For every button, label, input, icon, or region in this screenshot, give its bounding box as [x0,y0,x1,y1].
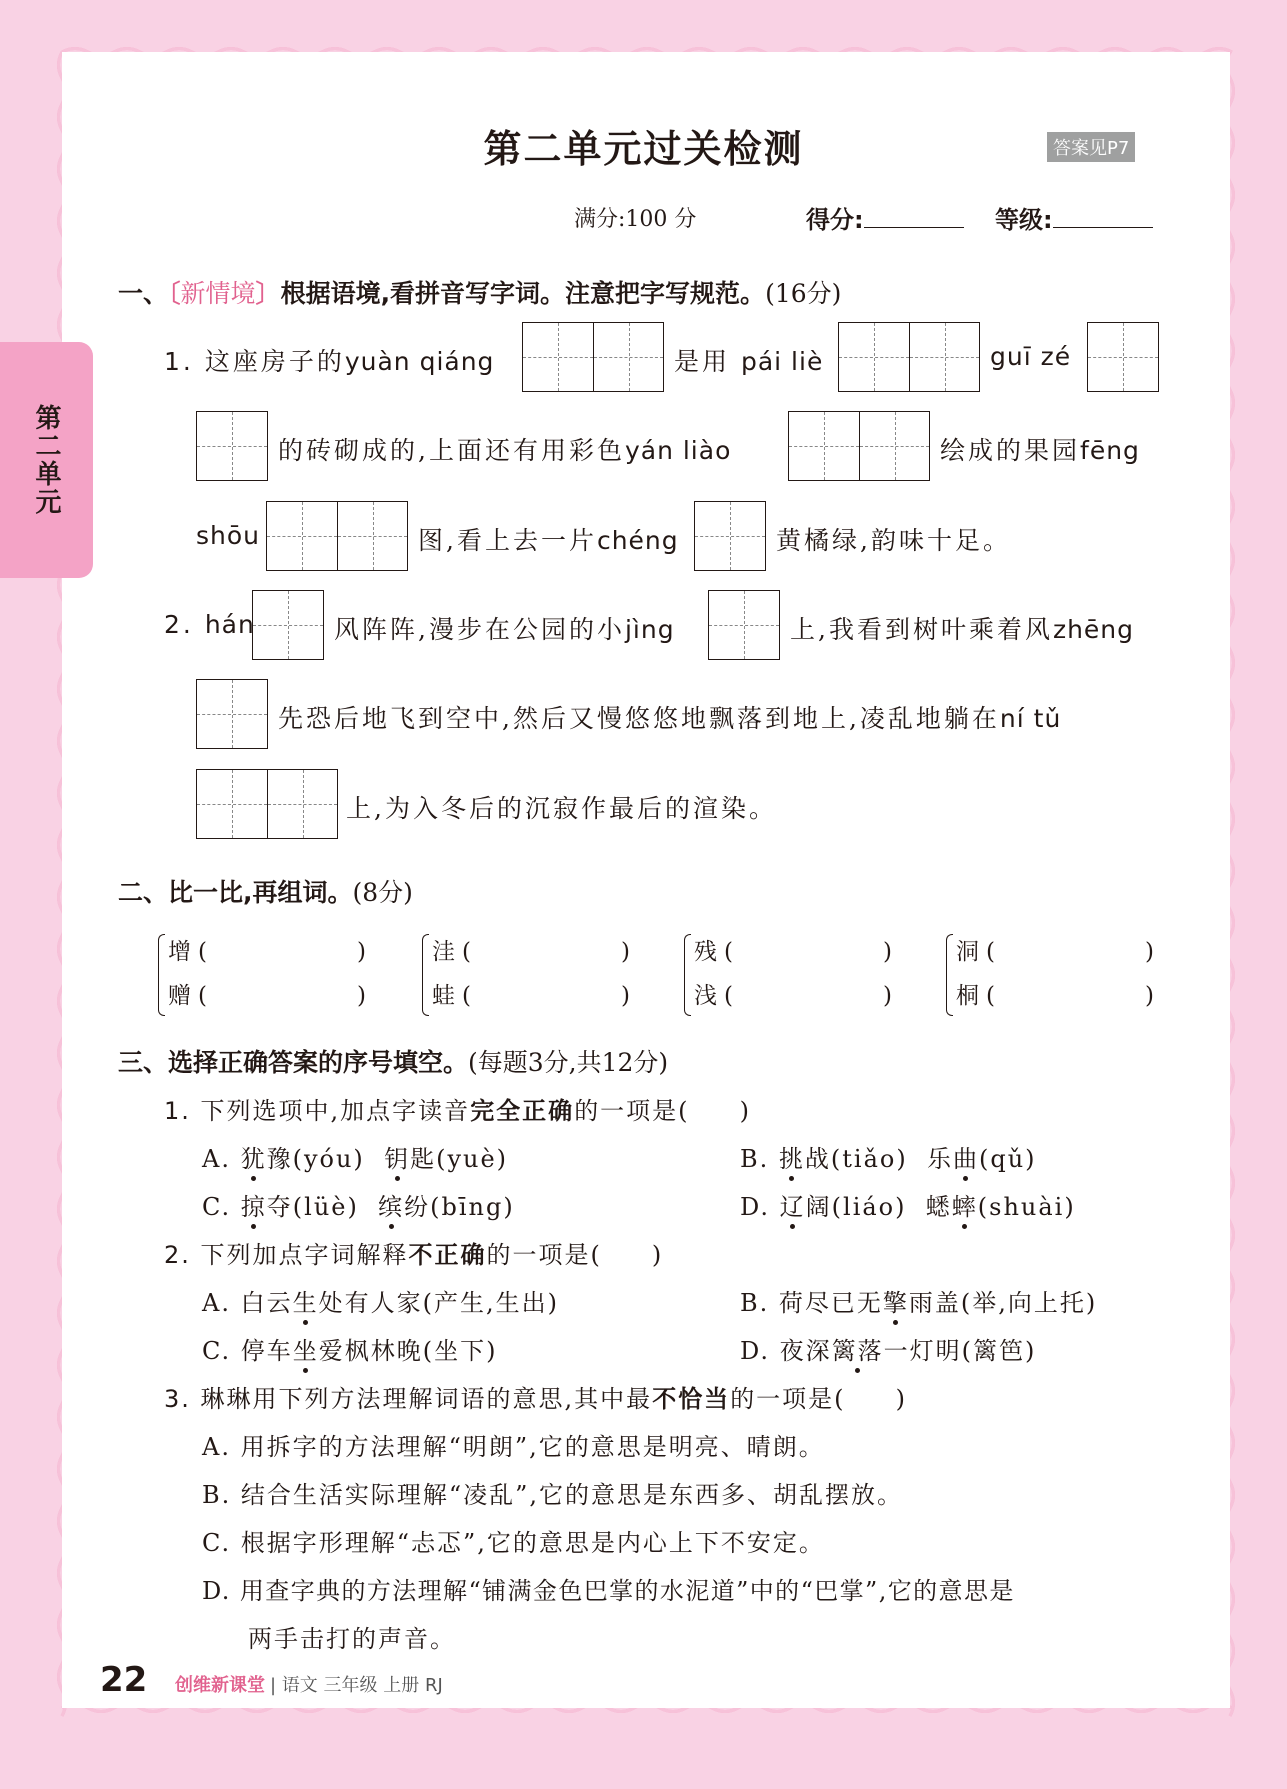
word-pair-1: 增 ( ) 赠 ( ) [168,930,366,1018]
q1-row3-text-a [196,521,260,550]
tag-bracket-right: 〕 [255,279,281,308]
pair-blank[interactable] [995,974,1145,1018]
pair-char: 洼 [432,939,455,965]
pair-blank[interactable] [733,974,883,1018]
pinyin-nitu: ní tǔ [999,704,1062,733]
pair-blank[interactable] [207,974,357,1018]
q1-text-5: 图,看上去一片 [418,526,597,555]
dotted-chars: 篱落 [832,1331,884,1366]
answer-box-guize[interactable] [1087,322,1159,392]
new-context-tag: 新情境 [180,279,256,308]
s3-q2-option-a[interactable]: A. 白云生处有人家(产生,生出) [202,1283,559,1318]
s3-q2-keyword: 不正确 [408,1241,487,1269]
answer-reference-badge: 答案见P7 [1047,132,1135,162]
brace [946,934,953,1016]
s3-q2-option-d[interactable]: D. 夜深篱落一灯明(篱笆) [740,1331,1036,1366]
s3-q2-option-c[interactable]: C. 停车坐爱枫林晚(坐下) [202,1331,498,1366]
pinyin-guize: guī zé [990,342,1072,371]
score-label: 得分: [806,206,864,234]
pair-blank[interactable] [207,930,357,974]
q2-number: 2. [164,610,194,639]
s3-q1-option-c[interactable]: C. 掠夺(lüè) 缤纷(bīng) [202,1187,515,1222]
brace [158,934,165,1016]
q2-text-1: 风阵阵,漫步在公园的小 [334,615,625,644]
s3-q1-option-d[interactable]: D. 辽阔(liáo) 蟋蟀(shuài) [740,1187,1076,1222]
s3-q3-keyword: 不恰当 [652,1385,731,1413]
answer-box-han[interactable] [252,590,324,660]
dotted-char: 钥 [384,1139,410,1174]
q1-text-2: 是用 [674,347,731,376]
s3-q3-stem: 3. 琳琳用下列方法理解词语的意思,其中最不恰当的一项是( ) [164,1385,907,1413]
s3-q1-option-b[interactable]: B. 挑战(tiǎo) 乐曲(qǔ) [740,1139,1037,1174]
pinyin-han: hán [204,610,255,639]
section1-title: 根据语境,看拼音写字词。注意把字写规范。 [280,279,766,308]
section3-points: (每题3分,共12分) [468,1048,669,1077]
pinyin-jing: jìng [624,615,675,644]
answer-box-pailie[interactable] [838,322,980,392]
pair-char: 赠 [168,983,191,1009]
dotted-char: 挑 [779,1139,805,1174]
series-brand: 创维新课堂 [175,1675,265,1696]
q1-text-1: 这座房子的 [204,347,345,376]
s3-q3-option-c[interactable]: C. 根据字形理解“忐忑”,它的意思是内心上下不安定。 [202,1529,825,1557]
dotted-char: 犹 [241,1139,267,1174]
pair-blank[interactable] [995,930,1145,974]
unit-side-tab-label: 第二单元 [31,404,61,516]
pair-char: 浅 [694,983,717,1009]
s3-q3-option-b[interactable]: B. 结合生活实际理解“凌乱”,它的意思是东西多、胡乱摆放。 [202,1481,904,1509]
score-field[interactable] [806,200,964,235]
q1-row1-text-a [164,342,494,378]
word-pair-4: 洞 ( ) 桐 ( ) [956,930,1154,1018]
q1-row1-text-c [990,342,1071,371]
answer-box-nitu[interactable] [196,769,338,839]
answer-box-jing[interactable] [708,590,780,660]
pinyin-cheng: chéng [596,526,679,555]
q1-row2-text-b [940,431,1140,467]
unit-side-tab [0,342,93,578]
q2-text-2: 上,我看到树叶乘着风 [790,615,1053,644]
s3-q1-stem: 1. 下列选项中,加点字读音完全正确的一项是( ) [164,1097,751,1125]
pinyin-yuanqiang: yuàn qiáng [344,347,495,376]
s3-q1-option-a[interactable]: A. 犹豫(yóu) 钥匙(yuè) [202,1139,508,1174]
word-pair-2: 洼 ( ) 蛙 ( ) [432,930,630,1018]
dotted-char: 缤 [378,1187,404,1222]
answer-box-cheng[interactable] [694,501,766,571]
q2-row1-text-b [334,610,675,646]
pair-blank[interactable] [733,930,883,974]
pinyin-pailie: pái liè [740,347,824,376]
s3-q3-option-d[interactable]: D. 用查字典的方法理解“铺满金色巴掌的水泥道”中的“巴掌”,它的意思是 [202,1577,1015,1605]
section1-points: (16分) [765,279,842,308]
section1-number: 一、 [118,279,169,308]
answer-box-fengshou[interactable] [266,501,408,571]
q2-row3-text: 上,为入冬后的沉寂作最后的渲染。 [346,794,777,823]
grade-field[interactable] [995,200,1153,235]
q1-text-4: 绘成的果园 [940,436,1081,465]
s3-q3-option-d-cont: 两手击打的声音。 [248,1625,456,1653]
grade-blank[interactable] [1053,207,1153,228]
s3-q2-stem: 2. 下列加点字词解释不正确的一项是( ) [164,1241,664,1269]
section2-title: 二、比一比,再组词。 [118,878,353,907]
s3-q3-number: 3. [164,1385,191,1413]
dotted-char: 辽 [780,1187,806,1222]
q2-row2-text [278,699,1061,735]
word-pair-3: 残 ( ) 浅 ( ) [694,930,892,1018]
pair-char: 蛙 [432,983,455,1009]
answer-box-yanliao[interactable] [788,411,930,481]
page-title: 第二单元过关检测 [483,127,804,171]
pair-char: 增 [168,939,191,965]
full-score: 满分:100 分 [574,207,697,232]
pinyin-yanliao: yán liào [624,436,732,465]
tag-bracket-left: 〔 [168,279,181,308]
grade-label: 等级: [995,206,1053,234]
answer-box-zheng[interactable] [196,679,268,749]
q1-row2-text [278,431,731,467]
q1-row3-text-b [418,521,679,557]
section2-points: (8分) [352,878,413,907]
answer-box-yuanqiang[interactable] [522,322,664,392]
dotted-char: 坐 [293,1331,319,1366]
answer-box-guize-2[interactable] [196,411,268,481]
q1-text-3: 的砖砌成的,上面还有用彩色 [278,436,625,465]
pair-char: 洞 [956,939,979,965]
dotted-char: 曲 [953,1139,979,1174]
q2-text-3: 先恐后地飞到空中,然后又慢悠悠地飘落到地上,凌乱地躺在 [278,704,1000,733]
brace [422,934,429,1016]
pair-char: 残 [694,939,717,965]
q1-number: 1. [164,347,194,376]
pair-blank[interactable] [471,930,621,974]
s3-q2-option-b[interactable]: B. 荷尽已无擎雨盖(举,向上托) [740,1283,1097,1318]
dotted-char: 生 [293,1283,319,1318]
s3-q2-number: 2. [164,1241,191,1269]
pinyin-shou: shōu [196,521,261,550]
q1-row3-text-c: 黄橘绿,韵味十足。 [776,526,1011,555]
score-blank[interactable] [864,207,964,228]
pair-blank[interactable] [471,974,621,1018]
section3-title: 三、选择正确答案的序号填空。 [118,1048,469,1077]
pinyin-feng: fēng [1080,436,1140,465]
q1-row1-text-b [674,342,823,378]
page-number: 22 [100,1660,148,1700]
brace [684,934,691,1016]
section2-heading [118,873,413,909]
pinyin-zheng: zhēng [1052,615,1135,644]
section3-heading [118,1043,668,1079]
q2-row1-text-a [164,610,255,639]
dotted-char: 蟀 [952,1187,978,1222]
pair-char: 桐 [956,983,979,1009]
dotted-char: 掠 [241,1187,267,1222]
section1-heading [118,274,841,310]
dotted-char: 擎 [883,1283,909,1318]
s3-q1-keyword: 完全正确 [470,1097,575,1125]
s3-q3-option-a[interactable]: A. 用拆字的方法理解“明朗”,它的意思是明亮、晴朗。 [202,1433,825,1461]
q2-row1-text-c [790,610,1134,646]
s3-q1-number: 1. [164,1097,191,1125]
book-info: | 语文 三年级 上册 RJ [270,1675,443,1696]
